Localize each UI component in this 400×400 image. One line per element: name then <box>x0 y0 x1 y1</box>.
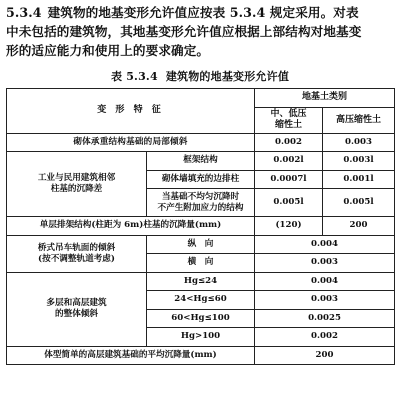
intro-line-2: 中未包括的建筑物，其地基变形允许值应根据上部结构对地基变 <box>6 24 362 39</box>
cell-value: 0.003 <box>255 254 395 273</box>
cell-mid: 0.005l <box>255 189 323 217</box>
table-row <box>7 272 395 291</box>
sub-feature-line-2: 不产生附加应力的结构 <box>157 202 244 213</box>
intro-paragraph <box>6 3 394 60</box>
header-row-1 <box>7 89 395 108</box>
row-feature: 单层排架结构(柱距为 6m)柱基的沉降量(mm) <box>7 217 255 236</box>
sub-feature-line-1: 当基础不均匀沉降时 <box>161 191 240 202</box>
header-high: 高压缩性土 <box>323 107 395 133</box>
cell-value: 0.0025 <box>255 309 395 328</box>
cell-high: 0.003 <box>323 133 395 152</box>
cell-mid: 0.002 <box>255 133 323 152</box>
cell-value: 0.003 <box>255 291 395 310</box>
intro-line-1-text: 建筑物的地基变形允许值应按表 5.3.4 规定采用。对表 <box>47 5 359 20</box>
table-title: 建筑物的地基变形允许值 <box>165 70 290 83</box>
group-label <box>7 235 147 272</box>
group-label-line-2: 的整体倾斜 <box>55 309 98 319</box>
sub-feature: 横 向 <box>147 254 255 273</box>
sub-feature: Hg>100 <box>147 328 255 347</box>
cell-mid: (120) <box>255 217 323 236</box>
header-mid-low-line-1: 中、低压 <box>270 109 307 119</box>
group-label-line-2: (按不调整轨道考虑) <box>38 253 115 264</box>
cell-value: 0.002 <box>255 328 395 347</box>
cell-high: 0.005l <box>323 189 395 217</box>
row-feature: 砌体承重结构基础的局部倾斜 <box>7 133 255 152</box>
section-number: 5.3.4 <box>6 5 42 20</box>
table-row <box>7 346 395 365</box>
cell-value: 0.004 <box>255 272 395 291</box>
header-feature: 变 形 特 征 <box>7 89 255 134</box>
cell-high: 0.001l <box>323 170 395 189</box>
group-label <box>7 152 147 217</box>
sub-feature: 60<Hg≤100 <box>147 309 255 328</box>
group-label-line-1: 多层和高层建筑 <box>46 298 107 308</box>
sub-feature: 纵 向 <box>147 235 255 254</box>
sub-feature: Hg≤24 <box>147 272 255 291</box>
table-number: 表 5.3.4 <box>110 70 158 83</box>
sub-feature: 24<Hg≤60 <box>147 291 255 310</box>
group-label <box>7 272 147 346</box>
group-label-line-2: 柱基的沉降差 <box>50 184 103 194</box>
cell-value: 200 <box>255 346 395 365</box>
group-label-line-1: 工业与民用建筑相邻 <box>37 173 116 183</box>
header-soil-type: 地基土类别 <box>255 89 395 108</box>
cell-high: 200 <box>323 217 395 236</box>
table-row <box>7 152 395 171</box>
table-caption <box>0 68 400 84</box>
table-row <box>7 235 395 254</box>
sub-feature <box>147 189 255 217</box>
cell-high: 0.003l <box>323 152 395 171</box>
group-label-line-1: 桥式吊车轨面的倾斜 <box>37 242 116 253</box>
row-feature: 体型简单的高层建筑基础的平均沉降量(mm) <box>7 346 255 365</box>
table-row <box>7 133 395 152</box>
header-mid-low-line-2: 缩性土 <box>274 120 302 130</box>
cell-value: 0.004 <box>255 235 395 254</box>
cell-mid: 0.002l <box>255 152 323 171</box>
deformation-table <box>6 88 395 365</box>
header-mid-low <box>255 107 323 133</box>
table-row <box>7 217 395 236</box>
sub-feature: 砌体墙填充的边排柱 <box>147 170 255 189</box>
sub-feature: 框架结构 <box>147 152 255 171</box>
cell-mid: 0.0007l <box>255 170 323 189</box>
intro-line-3: 形的适应能力和使用上的要求确定。 <box>6 43 210 58</box>
intro-line-1 <box>6 3 394 22</box>
